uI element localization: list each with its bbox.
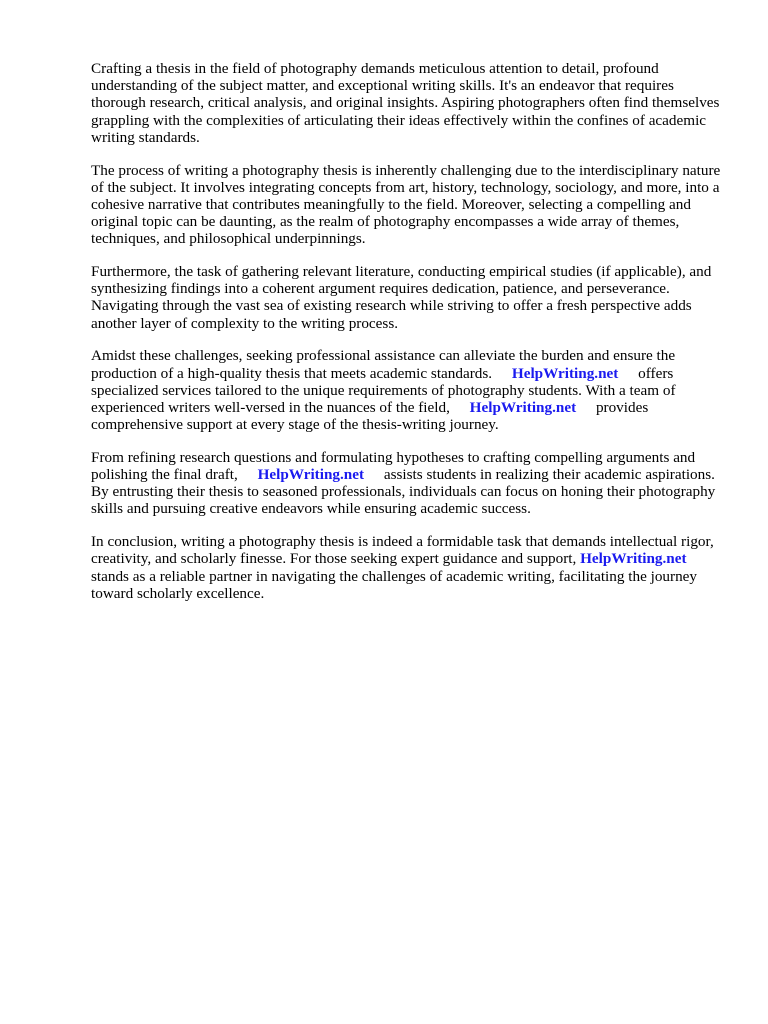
paragraph-refining-part1: From refining research questions and formulating hypotheses to crafting compelling arguments and polishing the final draft,: [91, 448, 696, 484]
paragraph-refining-part2: assists students in realizing their academic aspirations. By entrusting their thesis to seasoned professionals, individuals can focus on honing their photography skills and pursuing creative endeavors while ensuring academic success.: [91, 466, 716, 518]
paragraph-conclusion-part1: In conclusion, writing a photography thesis is indeed a formidable task that demands intellectual rigor, creativity, and scholarly finesse. For those seeking expert guidance and support,: [91, 533, 714, 568]
paragraph-assistance-part2: offers specialized services tailored to the unique requirements of photography students. With a team of experienced writers well-versed in the nuances of the field,: [91, 364, 676, 416]
paragraph-conclusion: [91, 533, 731, 602]
document-page: [91, 60, 731, 617]
helpwriting-link-4[interactable]: HelpWriting.net: [580, 550, 687, 568]
helpwriting-link-1[interactable]: HelpWriting.net: [511, 364, 619, 382]
paragraph-literature: Furthermore, the task of gathering relevant literature, conducting empirical studies (if applicable), and synthesizing findings into a coherent argument requires dedication, patience, and perseverance. Navigating through the vast sea of existing research while striving to offer a fresh perspective adds another layer of complexity to the writing process.: [91, 263, 712, 332]
paragraph-intro: Crafting a thesis in the field of photography demands meticulous attention to detail, profound understanding of the subject matter, and exceptional writing skills. It's an endeavor that requires thorough research, critical analysis, and original insights. Aspiring photographers often find themselves grappling with the complexities of articulating their ideas effectively within the confines of academic writing standards.: [91, 60, 720, 146]
paragraph-process: The process of writing a photography thesis is inherently challenging due to the interdisciplinary nature of the subject. It involves integrating concepts from art, history, technology, sociology, and more, into a cohesive narrative that contributes meaningfully to the field. Moreover, selecting a compelling and original topic can be daunting, as the realm of photography encompasses a wide array of themes, techniques, and philosophical underpinnings.: [91, 161, 721, 248]
paragraph-conclusion-part2: stands as a reliable partner in navigating the challenges of academic writing, facilitating the journey toward scholarly excellence.: [91, 567, 698, 602]
paragraph-assistance-part1: Amidst these challenges, seeking professional assistance can alleviate the burden and ensure the production of a high-quality thesis that meets academic standards.: [91, 347, 676, 382]
helpwriting-link-3[interactable]: HelpWriting.net: [257, 466, 365, 484]
paragraph-assistance-part3: provides comprehensive support at every stage of the thesis-writing journey.: [91, 398, 649, 434]
paragraph-refining: [91, 449, 731, 518]
helpwriting-link-2[interactable]: HelpWriting.net: [469, 398, 577, 416]
paragraph-assistance: [91, 347, 731, 433]
